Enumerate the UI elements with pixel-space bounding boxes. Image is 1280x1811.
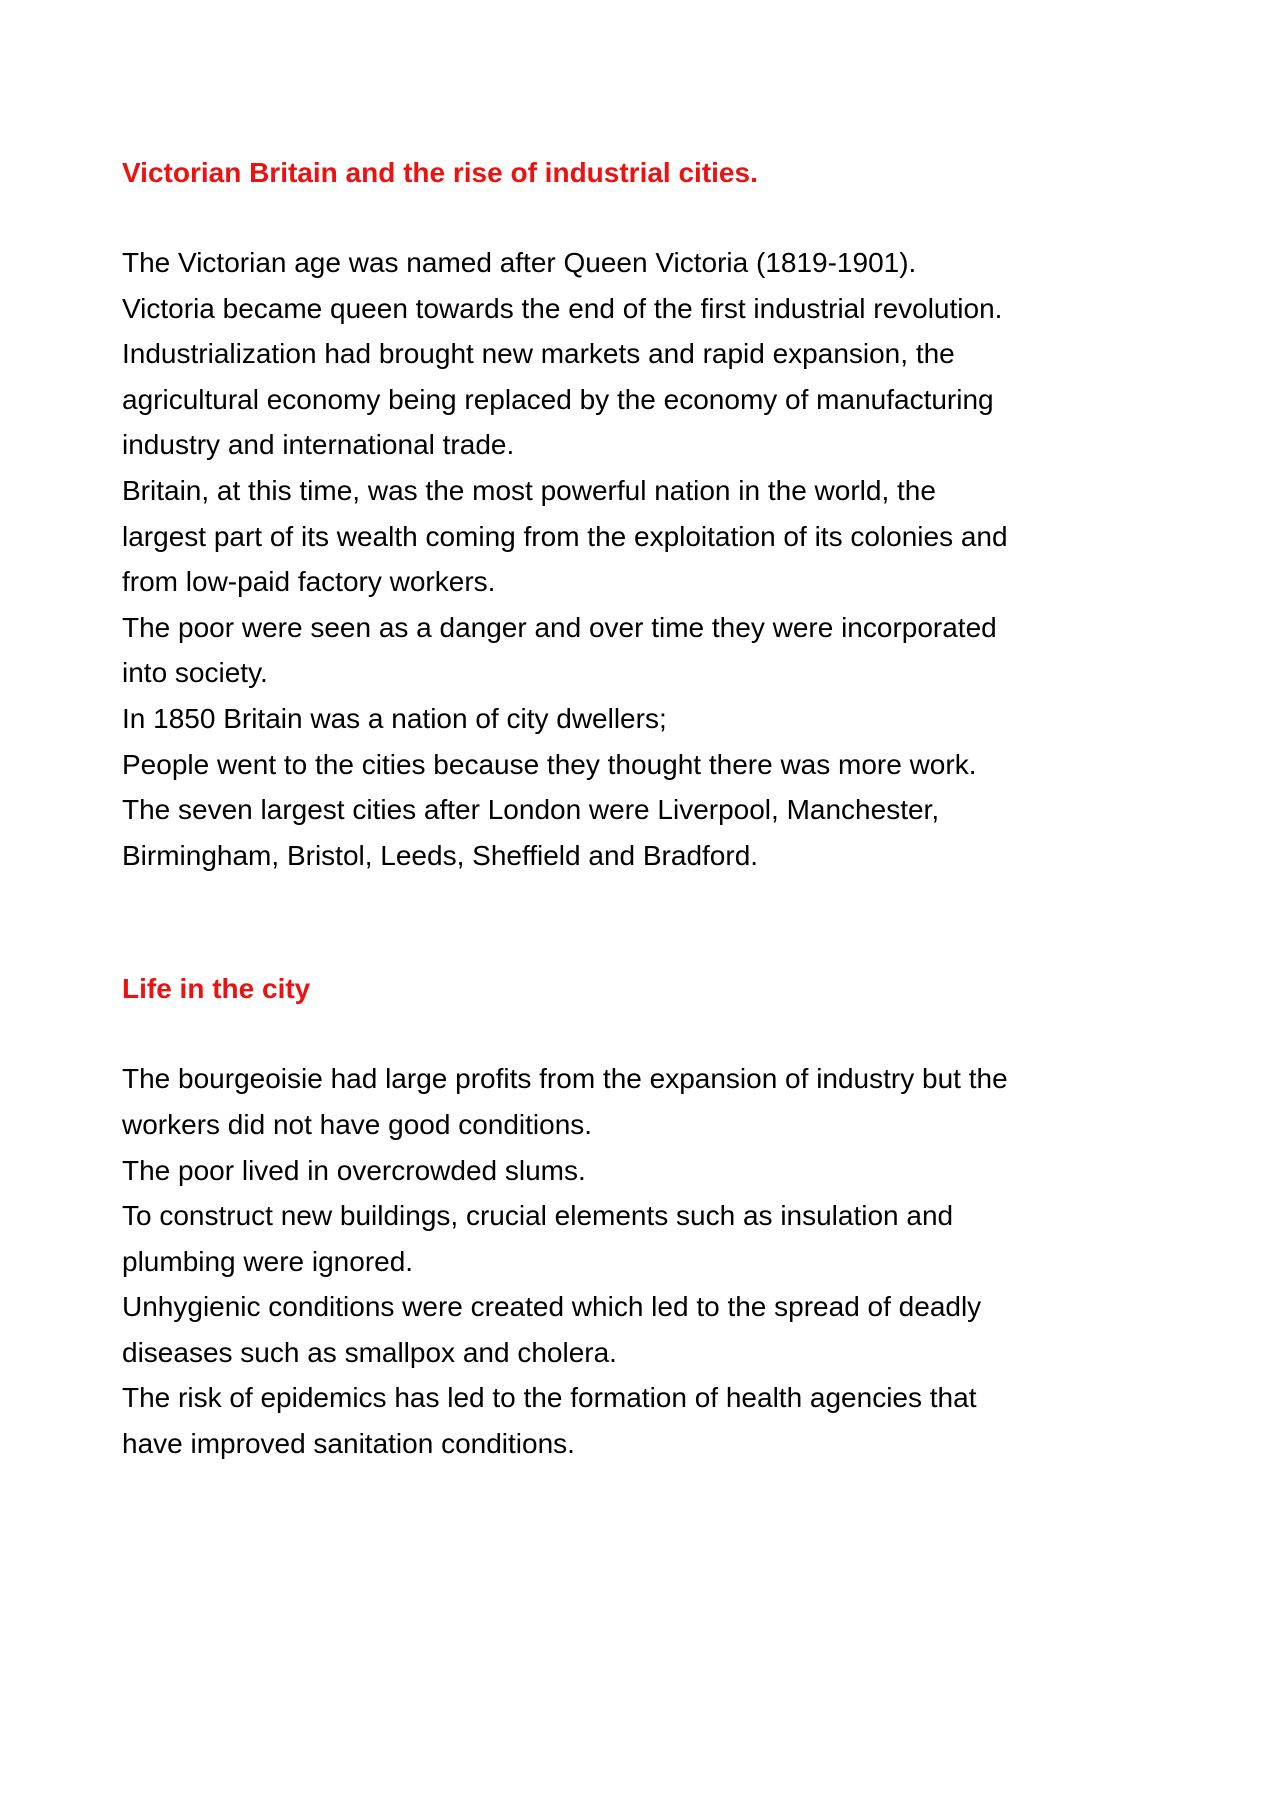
- text-line: have improved sanitation conditions.: [122, 1428, 575, 1460]
- text-line: To construct new buildings, crucial elements such as insulation and: [122, 1200, 954, 1232]
- text-line: largest part of its wealth coming from the exploitation of its colonies and: [122, 520, 1008, 552]
- text-line: plumbing were ignored.: [122, 1245, 414, 1277]
- section-spacer: [122, 878, 1182, 966]
- text-line: Victoria became queen towards the end of the first industrial revolution.: [122, 292, 1003, 324]
- text-line: The bourgeoisie had large profits from the expansion of industry but the: [122, 1063, 1008, 1095]
- text-line: Birmingham, Bristol, Leeds, Sheffield and Bradford.: [122, 839, 759, 871]
- text-line: diseases such as smallpox and cholera.: [122, 1336, 617, 1368]
- text-line: industry and international trade.: [122, 429, 515, 461]
- text-line: The risk of epidemics has led to the formation of health agencies that: [122, 1382, 977, 1414]
- text-line: In 1850 Britain was a nation of city dwellers;: [122, 702, 667, 734]
- section-heading-life-in-the-city: Life in the city: [122, 973, 311, 1005]
- text-line: The Victorian age was named after Queen Victoria (1819-1901).: [122, 247, 917, 278]
- text-line: from low-paid factory workers.: [122, 566, 496, 598]
- text-line: agricultural economy being replaced by the economy of manufacturing: [122, 383, 994, 415]
- text-line: People went to the cities because they thought there was more work.: [122, 748, 977, 780]
- text-line: Britain, at this time, was the most powerful nation in the world, the: [122, 474, 936, 506]
- text-line: The seven largest cities after London were Liverpool, Manchester,: [122, 794, 940, 826]
- text-line: into society.: [122, 657, 268, 689]
- section-body-life-in-the-city: [122, 1056, 1182, 1466]
- text-line: The poor were seen as a danger and over time they were incorporated: [122, 611, 997, 643]
- text-line: workers did not have good conditions.: [122, 1108, 593, 1140]
- document-page: [122, 150, 1182, 1467]
- text-line: The poor lived in overcrowded slums.: [122, 1154, 586, 1186]
- section-heading-victorian-britain: Victorian Britain and the rise of industrial cities.: [122, 157, 758, 188]
- section-body-victorian-britain: [122, 240, 1182, 878]
- text-line: Unhygienic conditions were created which led to the spread of deadly: [122, 1291, 982, 1323]
- text-line: Industrialization had brought new markets and rapid expansion, the: [122, 338, 955, 370]
